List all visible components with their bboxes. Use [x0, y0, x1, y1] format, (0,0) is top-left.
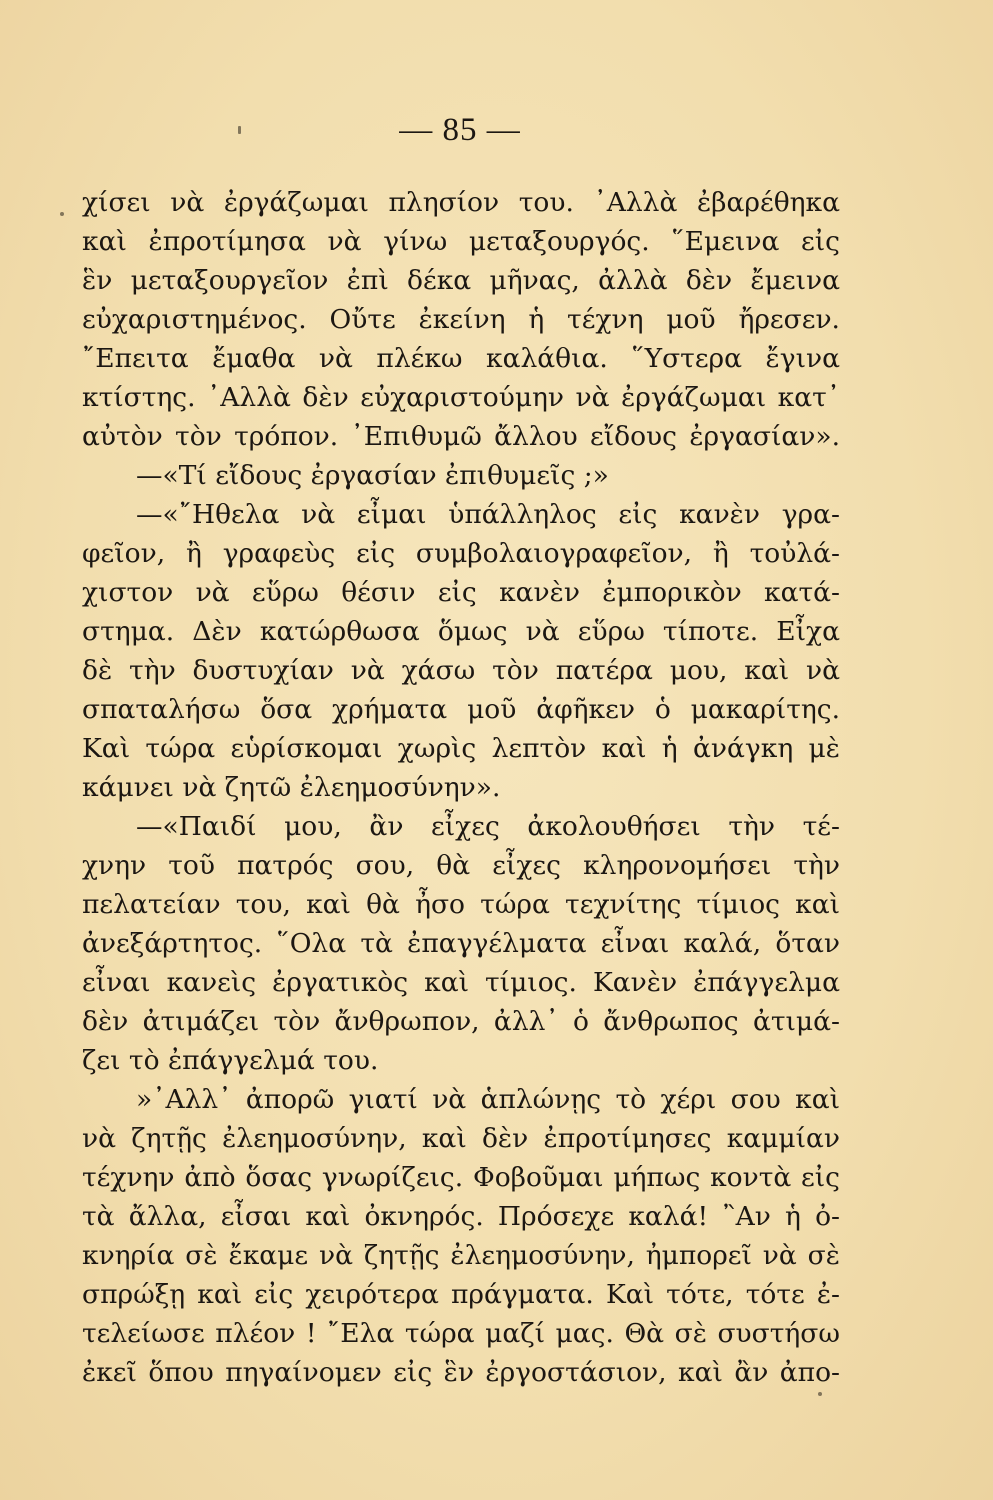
text-line: χνην τοῦ πατρός σου, θὰ εἶχες κληρονομήσει τὴν	[82, 850, 840, 881]
text-line: ζει τὸ ἐπάγγελμά του.	[82, 1045, 379, 1076]
text-line: νὰ ζητῇς ἐλεημοσύνην, καὶ δὲν ἐπροτίμησες καμμίαν	[82, 1123, 840, 1154]
text-line: ἐκεῖ ὅπου πηγαίνομεν εἰς ἓν ἐργοστάσιον, καὶ ἂν ἀπο-	[82, 1357, 840, 1388]
dialogue-line: —«Τί εἴδους ἐργασίαν ἐπιθυμεῖς ;»	[136, 460, 609, 491]
text-line: τέχνην ἀπὸ ὅσας γνωρίζεις. Φοβοῦμαι μήπως κοντὰ εἰς	[82, 1162, 840, 1193]
text-line: χίσει νὰ ἐργάζωμαι πλησίον του. ᾿Αλλὰ ἐβαρέθηκα	[82, 187, 840, 218]
text-line: δὲν ἀτιμάζει τὸν ἄνθρωπον, ἀλλ᾿ ὁ ἄνθρωπος ἀτιμά-	[82, 1006, 840, 1037]
text-line: εἶναι κανεὶς ἐργατικὸς καὶ τίμιος. Κανὲν ἐπάγγελμα	[82, 967, 840, 998]
text-line: δὲ τὴν δυστυχίαν νὰ χάσω τὸν πατέρα μου, καὶ νὰ	[82, 655, 840, 686]
page-number: — 85 —	[399, 112, 521, 148]
text-line: κάμνει νὰ ζητῶ ἐλεημοσύνην».	[82, 772, 501, 803]
text-line: Καὶ τώρα εὑρίσκομαι χωρὶς λεπτὸν καὶ ἡ ἀνάγκη μὲ	[82, 733, 840, 764]
ink-speck	[60, 212, 64, 216]
text-line: πελατείαν του, καὶ θὰ ἦσο τώρα τεχνίτης τίμιος καὶ	[82, 889, 840, 920]
text-line: τελείωσε πλέον ! ῎Ελα τώρα μαζί μας. Θὰ σὲ συστήσω	[82, 1318, 840, 1349]
text-line: ῎Επειτα ἔμαθα νὰ πλέκω καλάθια. ῞Υστερα ἔγινα	[82, 343, 840, 374]
text-line: χιστον νὰ εὕρω θέσιν εἰς κανὲν ἐμπορικὸν κατά-	[82, 577, 840, 608]
text-line: εὐχαριστημένος. Οὔτε ἐκείνη ἡ τέχνη μοῦ ἤρεσεν.	[82, 304, 840, 335]
text-line: αὐτὸν τὸν τρόπον. ᾿Επιθυμῶ ἄλλου εἴδους ἐργασίαν».	[82, 421, 840, 452]
dialogue-line: —«῎Ηθελα νὰ εἶμαι ὑπάλληλος εἰς κανὲν γρα-	[136, 499, 840, 530]
text-line: καὶ ἐπροτίμησα νὰ γίνω μεταξουργός. ῞Εμεινα εἰς	[82, 226, 840, 257]
text-line: φεῖον, ἢ γραφεὺς εἰς συμβολαιογραφεῖον, ἢ τοὐλά-	[82, 538, 840, 569]
text-line: σπρώξῃ καὶ εἰς χειρότερα πράγματα. Καὶ τότε, τότε ἐ-	[82, 1279, 840, 1310]
text-line: ἀνεξάρτητος. ῞Ολα τὰ ἐπαγγέλματα εἶναι καλά, ὅταν	[82, 928, 840, 959]
dialogue-line: »᾿Αλλ᾿ ἀπορῶ γιατί νὰ ἁπλώνῃς τὸ χέρι σου καὶ	[136, 1084, 840, 1115]
dialogue-line: —«Παιδί μου, ἂν εἶχες ἀκολουθήσει τὴν τέ-	[136, 811, 840, 842]
text-line: ἓν μεταξουργεῖον ἐπὶ δέκα μῆνας, ἀλλὰ δὲν ἔμεινα	[82, 265, 840, 296]
text-line: κνηρία σὲ ἔκαμε νὰ ζητῇς ἐλεημοσύνην, ἠμπορεῖ νὰ σὲ	[82, 1240, 840, 1271]
text-line: σπαταλήσω ὅσα χρήματα μοῦ ἀφῆκεν ὁ μακαρίτης.	[82, 694, 840, 725]
ink-speck	[238, 126, 241, 134]
text-line: τὰ ἄλλα, εἶσαι καὶ ὀκνηρός. Πρόσεχε καλά! ῍Αν ἡ ὀ-	[82, 1201, 840, 1232]
text-line: κτίστης. ᾿Αλλὰ δὲν εὐχαριστούμην νὰ ἐργάζωμαι κατ᾿	[82, 382, 840, 413]
text-line: στημα. Δὲν κατώρθωσα ὅμως νὰ εὕρω τίποτε. Εἶχα	[82, 616, 840, 647]
